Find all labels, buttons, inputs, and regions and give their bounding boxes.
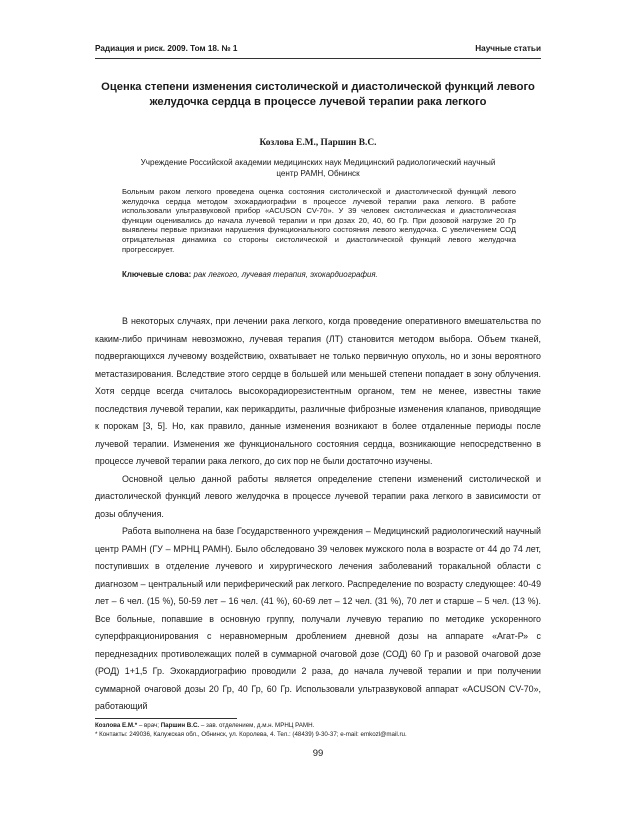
- header-divider: [95, 58, 541, 59]
- section-name: Научные статьи: [475, 44, 541, 53]
- body-paragraph: Основной целью данной работы является определение степени изменений систолической и диастолической функций левого желудочка в процессе лучевой терапии рака легкого в зависимости от дозы облучения.: [95, 473, 541, 519]
- footnote-author-1: Козлова Е.М.*: [95, 722, 138, 729]
- footnote-contacts: * Контакты: 249036, Калужская обл., Обнинск, ул. Королева, 4. Тел.: (48439) 9-30-37; e-mail: emkozl@mail.ru.: [95, 731, 407, 738]
- author-affiliation: Учреждение Российской академии медицинских наук Медицинский радиологический научный центр РАМН, Обнинск: [140, 158, 496, 178]
- footnote-divider: [95, 718, 237, 719]
- body-paragraph: Работа выполнена на базе Государственного учреждения – Медицинский радиологический научный центр РАМН (ГУ – МРНЦ РАМН). Было обследовано 39 человек мужского пола в возрасте от 44 до 74 лет, поступивших в отделение лучевого и хирургического лечения заболеваний торакальной области с диагнозом – центральный или периферический рак легкого. Распределение по возрасту следующее: 40-49 лет – 6 чел. (15 %), 50-59 лет – 16 чел. (41 %), 60-69 лет – 12 чел. (31 %), 70 лет и старше – 5 чел. (13 %). Все больные, попавшие в основную группу, получали лучевую терапию по методике ускоренного суперфракционирования с неравномерным дроблением дневной дозы на аппарате «Агат-Р» с переднезадних противолежащих полей в суммарной очаговой дозе (СОД) 60 Гр и разовой очаговой дозе (РОД) 1+1,5 Гр. Эхокардиографию проводили 2 раза, до начала лучевой терапии и при получении суммарной очаговой дозы 20 Гр, 40 Гр, 60 Гр. Использовали ультразвуковой аппарат «ACUSON CV-70», работающий: [95, 526, 541, 711]
- footnotes: [95, 721, 541, 739]
- footnote-role-2: – зав. отделением, д.м.н. МРНЦ РАМН.: [199, 722, 315, 729]
- body-text: [95, 313, 541, 716]
- page-number: 99: [312, 748, 324, 759]
- journal-citation: Радиация и риск. 2009. Том 18. № 1: [95, 44, 238, 53]
- running-header: [95, 44, 541, 58]
- body-paragraph: В некоторых случаях, при лечении рака легкого, когда проведение оперативного вмешательства по каким-либо причинам невозможно, лучевая терапия (ЛТ) становится методом выбора. Объем тканей, подвергающихся лучевому воздействию, охватывает не только первичную опухоль, но и зоны вероятного метастазирования. Вследствие этого сердце в большей или меньшей степени попадает в зону облучения. Хотя сердце всегда считалось высокорадиорезистентным органом, тем не менее, известны такие последствия лучевой терапии, как перикардиты, различные фиброзные изменения клапанов, приводящие к порокам [3, 5]. Но, как правило, данные изменения возникают в более отдаленные периоды после лучевой терапии. Изменения же функционального состояния сердца, возникающие непосредственно в процессе лучевой терапии рака легкого, до сих пор не были достаточно изучены.: [95, 316, 541, 466]
- keywords: [122, 270, 516, 279]
- keywords-list: рак легкого, лучевая терапия, эхокардиография.: [193, 270, 378, 279]
- keywords-label: Ключевые слова:: [122, 270, 192, 279]
- abstract: Больным раком легкого проведена оценка состояния систолической и диастолической функций левого желудочка сердца методом эхокардиографии в процессе лучевой терапии рака легкого. В работе использовали ультразвуковой прибор «ACUSON CV-70». У 39 человек систолическая и диастолическая функции оценивались до начала лучевой терапии и при дозах 20, 40, 60 Гр. При дозовой нагрузке 20 Гр выявлены первые признаки нарушения функционального состояния левого желудочка. С увеличением СОД отрицательная динамика со стороны систолической и диастолической функций левого желудочка прогрессирует.: [122, 187, 516, 254]
- footnote-role-1: – врач;: [137, 722, 161, 729]
- footnote-author-2: Паршин В.С.: [160, 722, 200, 729]
- footnote-authors: [95, 721, 541, 730]
- article-authors: Козлова Е.М., Паршин В.С.: [259, 138, 377, 148]
- article-title: Оценка степени изменения систолической и диастолической функций левого желудочка сердца в процессе лучевой терапии рака легкого: [101, 81, 535, 108]
